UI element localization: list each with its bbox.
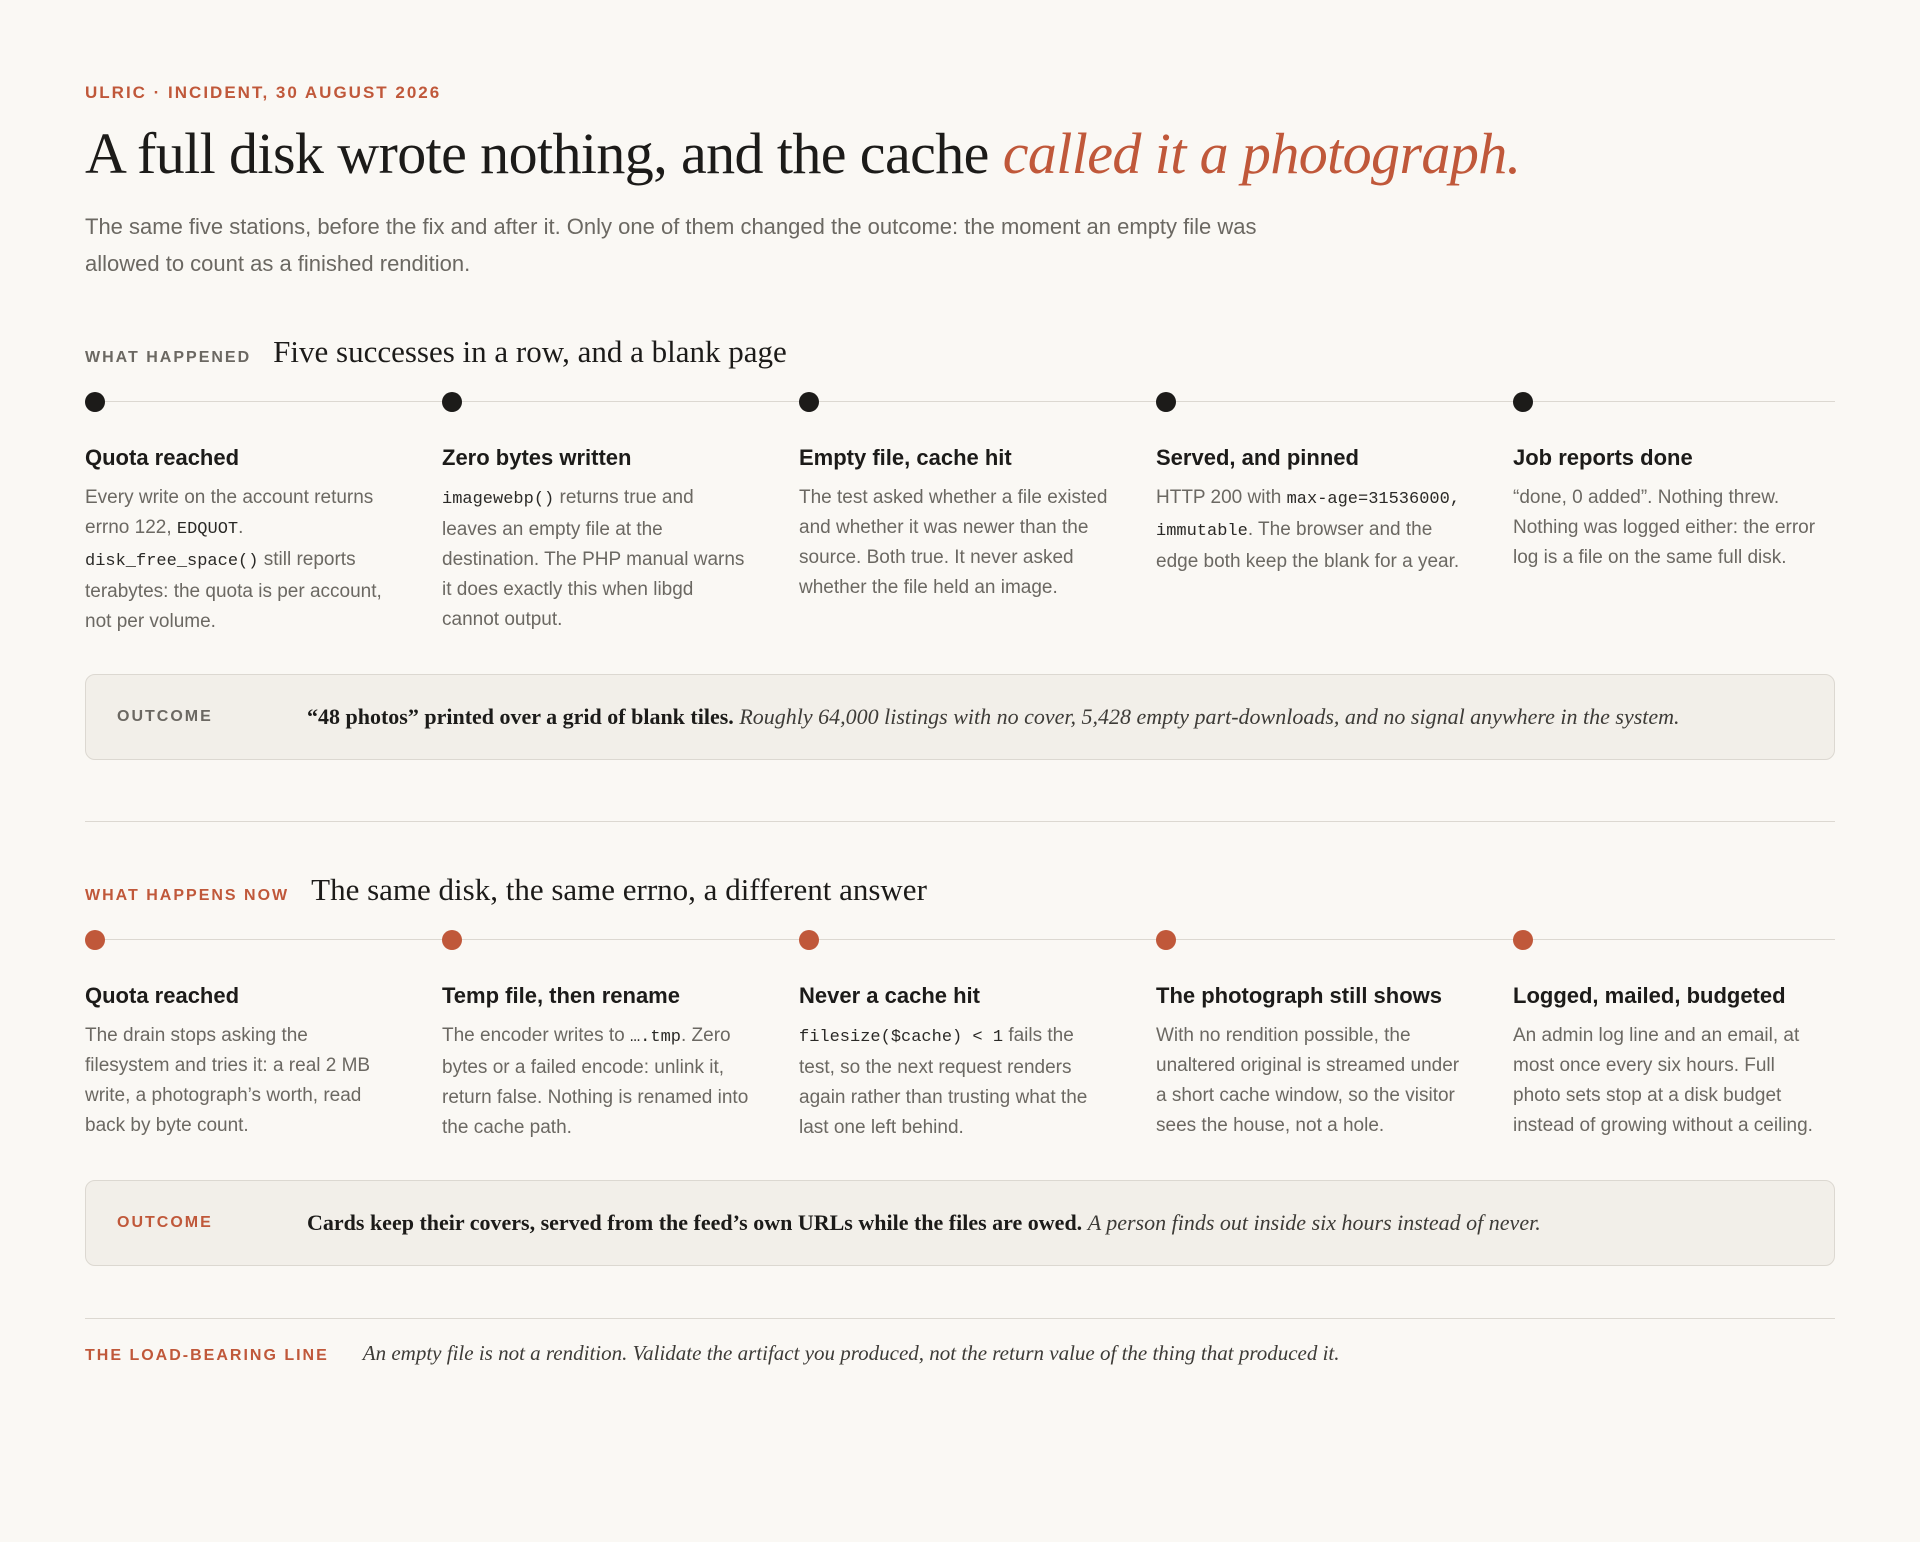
outcome-text: Cards keep their covers, served from the feed’s own URLs while the files are owed. A person finds out inside six hours instead of never.: [307, 1209, 1541, 1235]
section-after-header: [85, 872, 1835, 908]
timeline-dot: [1513, 392, 1533, 412]
section-before: [85, 334, 1835, 760]
step-temp-file-then-rename: [442, 930, 799, 1143]
section-before-header: [85, 334, 1835, 370]
step-body: imagewebp() returns true and leaves an empty file at the destination. The PHP manual warns it does exactly this when libgd cannot output.: [442, 486, 745, 630]
step-empty-file-cache-hit: [799, 392, 1156, 637]
step-logged-mailed-budgeted: [1513, 930, 1870, 1143]
footer-text: An empty file is not a rendition. Validate the artifact you produced, not the return value of the thing that produced it.: [362, 1340, 1340, 1365]
timeline-dot: [85, 392, 105, 412]
timeline-dot: [799, 392, 819, 412]
timeline-after: [85, 930, 1835, 1143]
section-after-label: WHAT HAPPENS NOW: [85, 886, 290, 904]
step-title: Job reports done: [1513, 444, 1693, 470]
outcome-label: OUTCOME: [117, 1213, 213, 1231]
page: [0, 83, 1920, 1366]
outcome-after: [85, 1180, 1835, 1266]
step-body: The test asked whether a file existed and whether it was newer than the source. Both true. It never asked whether the file held an image.: [799, 486, 1108, 598]
step-body: Every write on the account returns errno 122, EDQUOT. disk_free_space() still reports terabytes: the quota is per account, not per volume.: [85, 486, 382, 632]
timeline-before: [85, 392, 1835, 637]
step-title: The photograph still shows: [1156, 982, 1442, 1008]
step-body: “done, 0 added”. Nothing threw. Nothing was logged either: the error log is a file on the same full disk.: [1513, 486, 1816, 568]
step-body: The encoder writes to ….tmp. Zero bytes or a failed encode: unlink it, return false. Nothing is renamed into the cache path.: [442, 1024, 749, 1138]
timeline-dot: [1156, 930, 1176, 950]
step-job-reports-done: [1513, 392, 1870, 637]
step-title: Never a cache hit: [799, 982, 980, 1008]
step-title: Zero bytes written: [442, 444, 632, 470]
step-quota-reached: [85, 930, 442, 1143]
outcome-label: OUTCOME: [117, 707, 213, 725]
step-body: HTTP 200 with max-age=31536000, immutable. The browser and the edge both keep the blank for a year.: [1156, 486, 1461, 572]
outcome-before: [85, 674, 1835, 760]
headline-main: A full disk wrote nothing, and the cache: [85, 121, 1003, 186]
headline: [85, 121, 1835, 188]
step-body: filesize($cache) < 1 fails the test, so the next request renders again rather than trusting what the last one left behind.: [799, 1024, 1088, 1138]
step-title: Quota reached: [85, 444, 240, 470]
timeline-dot: [442, 930, 462, 950]
step-body: An admin log line and an email, at most once every six hours. Full photo sets stop at a disk budget instead of growing without a ceiling.: [1513, 1024, 1813, 1136]
section-before-title: Five successes in a row, and a blank page: [273, 333, 787, 369]
step-photograph-still-shows: [1156, 930, 1513, 1143]
kicker: ULRIC · INCIDENT, 30 AUGUST 2026: [85, 83, 442, 102]
timeline-dot: [799, 930, 819, 950]
divider: [85, 1318, 1835, 1319]
section-after-title: The same disk, the same errno, a different answer: [311, 871, 927, 907]
lede: The same five stations, before the fix and after it. Only one of them changed the outcome: the moment an empty file was allowed to count as a finished rendition.: [85, 213, 1257, 276]
step-quota-reached: [85, 392, 442, 637]
section-before-label: WHAT HAPPENED: [85, 348, 252, 366]
step-title: Served, and pinned: [1156, 444, 1359, 470]
load-bearing-line: [85, 1341, 1835, 1366]
step-body: The drain stops asking the filesystem and tries it: a real 2 MB write, a photograph’s worth, read back by byte count.: [85, 1024, 371, 1136]
step-served-and-pinned: [1156, 392, 1513, 637]
step-never-a-cache-hit: [799, 930, 1156, 1143]
timeline-dot: [85, 930, 105, 950]
headline-accent: called it a photograph.: [1002, 121, 1521, 186]
step-title: Empty file, cache hit: [799, 444, 1012, 470]
timeline-dot: [442, 392, 462, 412]
step-zero-bytes-written: [442, 392, 799, 637]
timeline-dot: [1156, 392, 1176, 412]
footer-label: THE LOAD-BEARING LINE: [85, 1346, 329, 1364]
timeline-dot: [1513, 930, 1533, 950]
step-title: Logged, mailed, budgeted: [1513, 982, 1786, 1008]
step-title: Temp file, then rename: [442, 982, 680, 1008]
section-after: [85, 872, 1835, 1266]
step-body: With no rendition possible, the unaltered original is streamed under a short cache window, so the visitor sees the house, not a hole.: [1156, 1024, 1460, 1136]
divider: [85, 821, 1835, 822]
outcome-text: “48 photos” printed over a grid of blank tiles. Roughly 64,000 listings with no cover, 5,428 empty part-downloads, and no signal anywhere in the system.: [307, 703, 1680, 729]
step-title: Quota reached: [85, 982, 240, 1008]
